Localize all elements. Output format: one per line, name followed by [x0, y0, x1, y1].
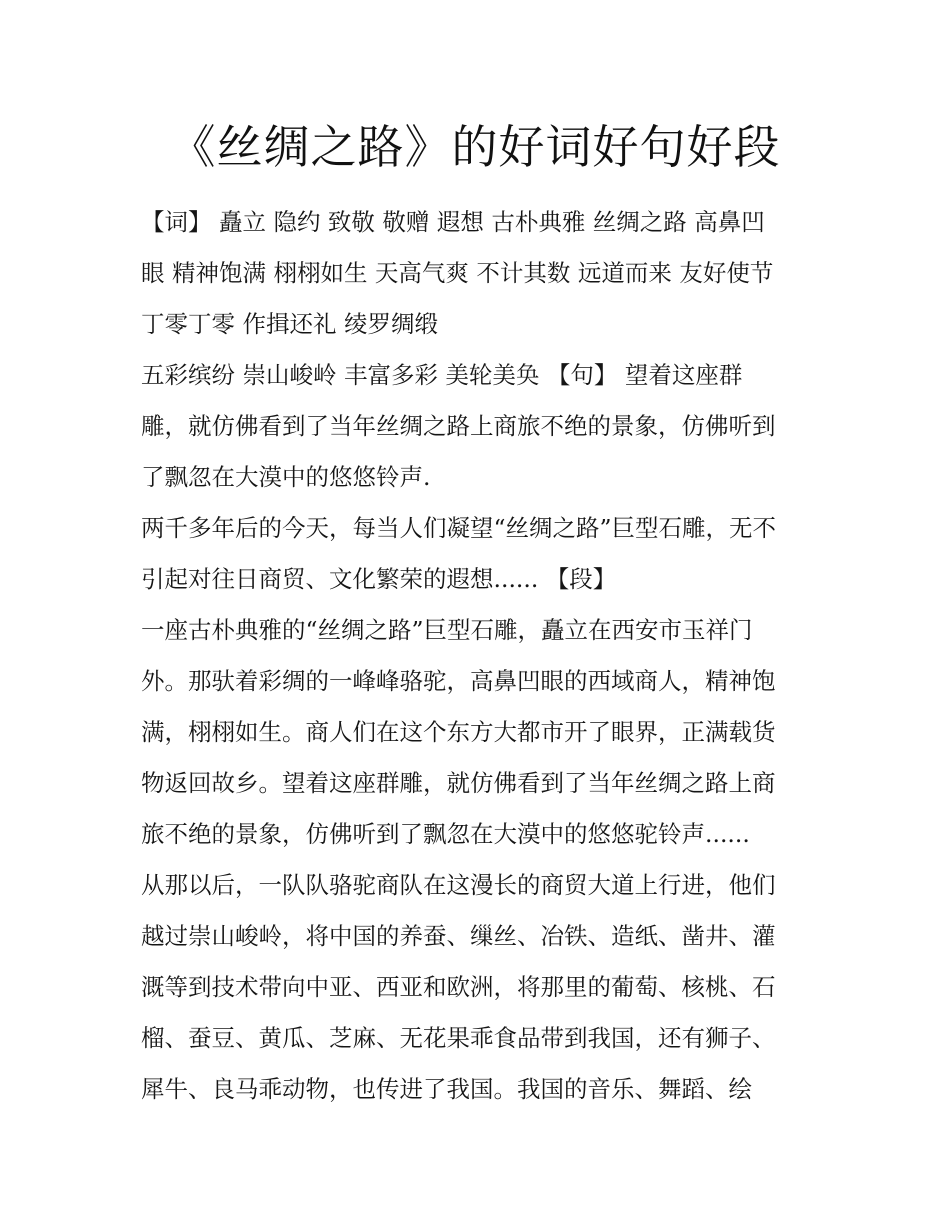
body-line-9: 一座古朴典雅的“丝绸之路”巨型石雕，矗立在西安市玉祥门 — [141, 616, 753, 644]
body-line-18: 犀牛、良马乖动物，也传进了我国。我国的音乐、舞蹈、绘 — [141, 1075, 752, 1103]
document-body — [141, 197, 811, 1115]
body-line-15: 越过崇山峻岭，将中国的养蚕、缫丝、冶铁、造纸、凿井、灌 — [141, 922, 776, 950]
body-line-13: 旅不绝的景象，仿佛听到了飘忽在大漠中的悠悠驼铃声...... — [141, 820, 750, 848]
body-line-17: 榴、蚕豆、黄瓜、芝麻、无花果乖食品带到我国，还有狮子、 — [141, 1024, 776, 1052]
document-title: 《丝绸之路》的好词好句好段 — [169, 120, 781, 174]
body-line-10: 外。那驮着彩绸的一峰峰骆驼，高鼻凹眼的西域商人，精神饱 — [141, 667, 776, 695]
body-line-2: 眼 精神饱满 栩栩如生 天高气爽 不计其数 远道而来 友好使节 — [141, 259, 774, 287]
body-line-7: 两千多年后的今天，每当人们凝望“丝绸之路”巨型石雕，无不 — [141, 514, 777, 542]
body-line-4: 五彩缤纷 崇山峻岭 丰富多彩 美轮美奂 【句】 望着这座群 — [141, 361, 743, 389]
body-line-8: 引起对往日商贸、文化繁荣的遐想...... 【段】 — [141, 565, 617, 593]
body-line-16: 溉等到技术带向中亚、西亚和欧洲，将那里的葡萄、核桃、石 — [141, 973, 776, 1001]
body-line-6: 了飘忽在大漠中的悠悠铃声. — [141, 463, 431, 491]
body-line-3: 丁零丁零 作揖还礼 绫罗绸缎 — [141, 310, 438, 338]
body-line-5: 雕，就仿佛看到了当年丝绸之路上商旅不绝的景象，仿佛听到 — [141, 412, 776, 440]
body-line-12: 物返回故乡。望着这座群雕，就仿佛看到了当年丝绸之路上商 — [141, 769, 776, 797]
body-line-11: 满，栩栩如生。商人们在这个东方大都市开了眼界，正满载货 — [141, 718, 776, 746]
body-line-1: 【词】 矗立 隐约 致敬 敬赠 遐想 古朴典雅 丝绸之路 高鼻凹 — [141, 208, 765, 236]
body-line-14: 从那以后，一队队骆驼商队在这漫长的商贸大道上行进，他们 — [141, 871, 776, 899]
